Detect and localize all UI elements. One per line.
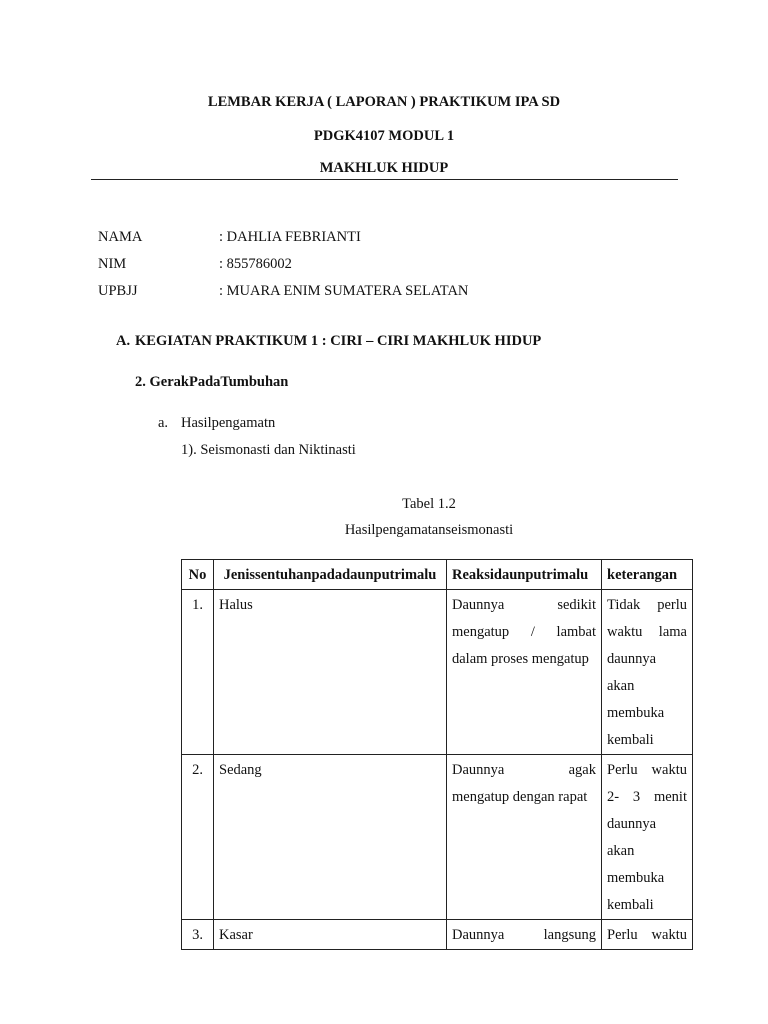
cell-no: 3. [182, 920, 214, 950]
cell-keterangan: Perlu waktu 2- 3 menit daunnya akan membuka kembali [602, 755, 693, 920]
table-row [182, 590, 693, 755]
nama-value: : DAHLIA FEBRIANTI [219, 229, 361, 245]
module-topic: MAKHLUK HIDUP [319, 160, 449, 176]
table-title: Hasilpengamatanseismonasti [344, 522, 514, 538]
table-row [182, 755, 693, 920]
table-number: Tabel 1.2 [402, 496, 456, 512]
cell-reaksi: Daunnya langsung [447, 920, 602, 950]
header-keterangan: keterangan [602, 560, 693, 590]
header-divider [91, 179, 678, 180]
upbjj-label: UPBJJ [98, 283, 138, 299]
module-code: PDGK4107 MODUL 1 [313, 128, 455, 144]
list-item-text: Hasilpengamatn [181, 415, 276, 431]
cell-reaksi: Daunnya agak mengatup dengan rapat [447, 755, 602, 920]
cell-no: 2. [182, 755, 214, 920]
list-marker: a. [158, 415, 169, 431]
nama-label: NAMA [98, 229, 143, 245]
header-reaksi: Reaksidaunputrimalu [447, 560, 602, 590]
cell-jenis: Kasar [214, 920, 447, 950]
cell-jenis: Halus [214, 590, 447, 755]
observation-table [181, 559, 693, 950]
section-heading-a [116, 333, 541, 350]
document-title: LEMBAR KERJA ( LAPORAN ) PRAKTIKUM IPA SD [207, 94, 561, 110]
cell-no: 1. [182, 590, 214, 755]
cell-reaksi: Daunnya sedikit mengatup / lambat dalam proses mengatup [447, 590, 602, 755]
section-marker: A. [116, 333, 131, 349]
cell-keterangan: Perlu waktu [602, 920, 693, 950]
cell-jenis: Sedang [214, 755, 447, 920]
header-no: No [182, 560, 214, 590]
table-row [182, 920, 693, 950]
subsection-heading: 2. GerakPadaTumbuhan [135, 374, 289, 390]
table-header-row [182, 560, 693, 590]
upbjj-value: : MUARA ENIM SUMATERA SELATAN [219, 283, 469, 299]
list-item-1: 1). Seismonasti dan Niktinasti [181, 442, 356, 458]
cell-keterangan: Tidak perlu waktu lama daunnya akan membuka kembali [602, 590, 693, 755]
section-title: KEGIATAN PRAKTIKUM 1 : CIRI – CIRI MAKHLUK HIDUP [135, 333, 542, 349]
header-jenis: Jenissentuhanpadadaunputrimalu [214, 560, 447, 590]
nim-label: NIM [98, 256, 127, 272]
list-item-a [158, 415, 275, 432]
nim-value: : 855786002 [219, 256, 292, 272]
